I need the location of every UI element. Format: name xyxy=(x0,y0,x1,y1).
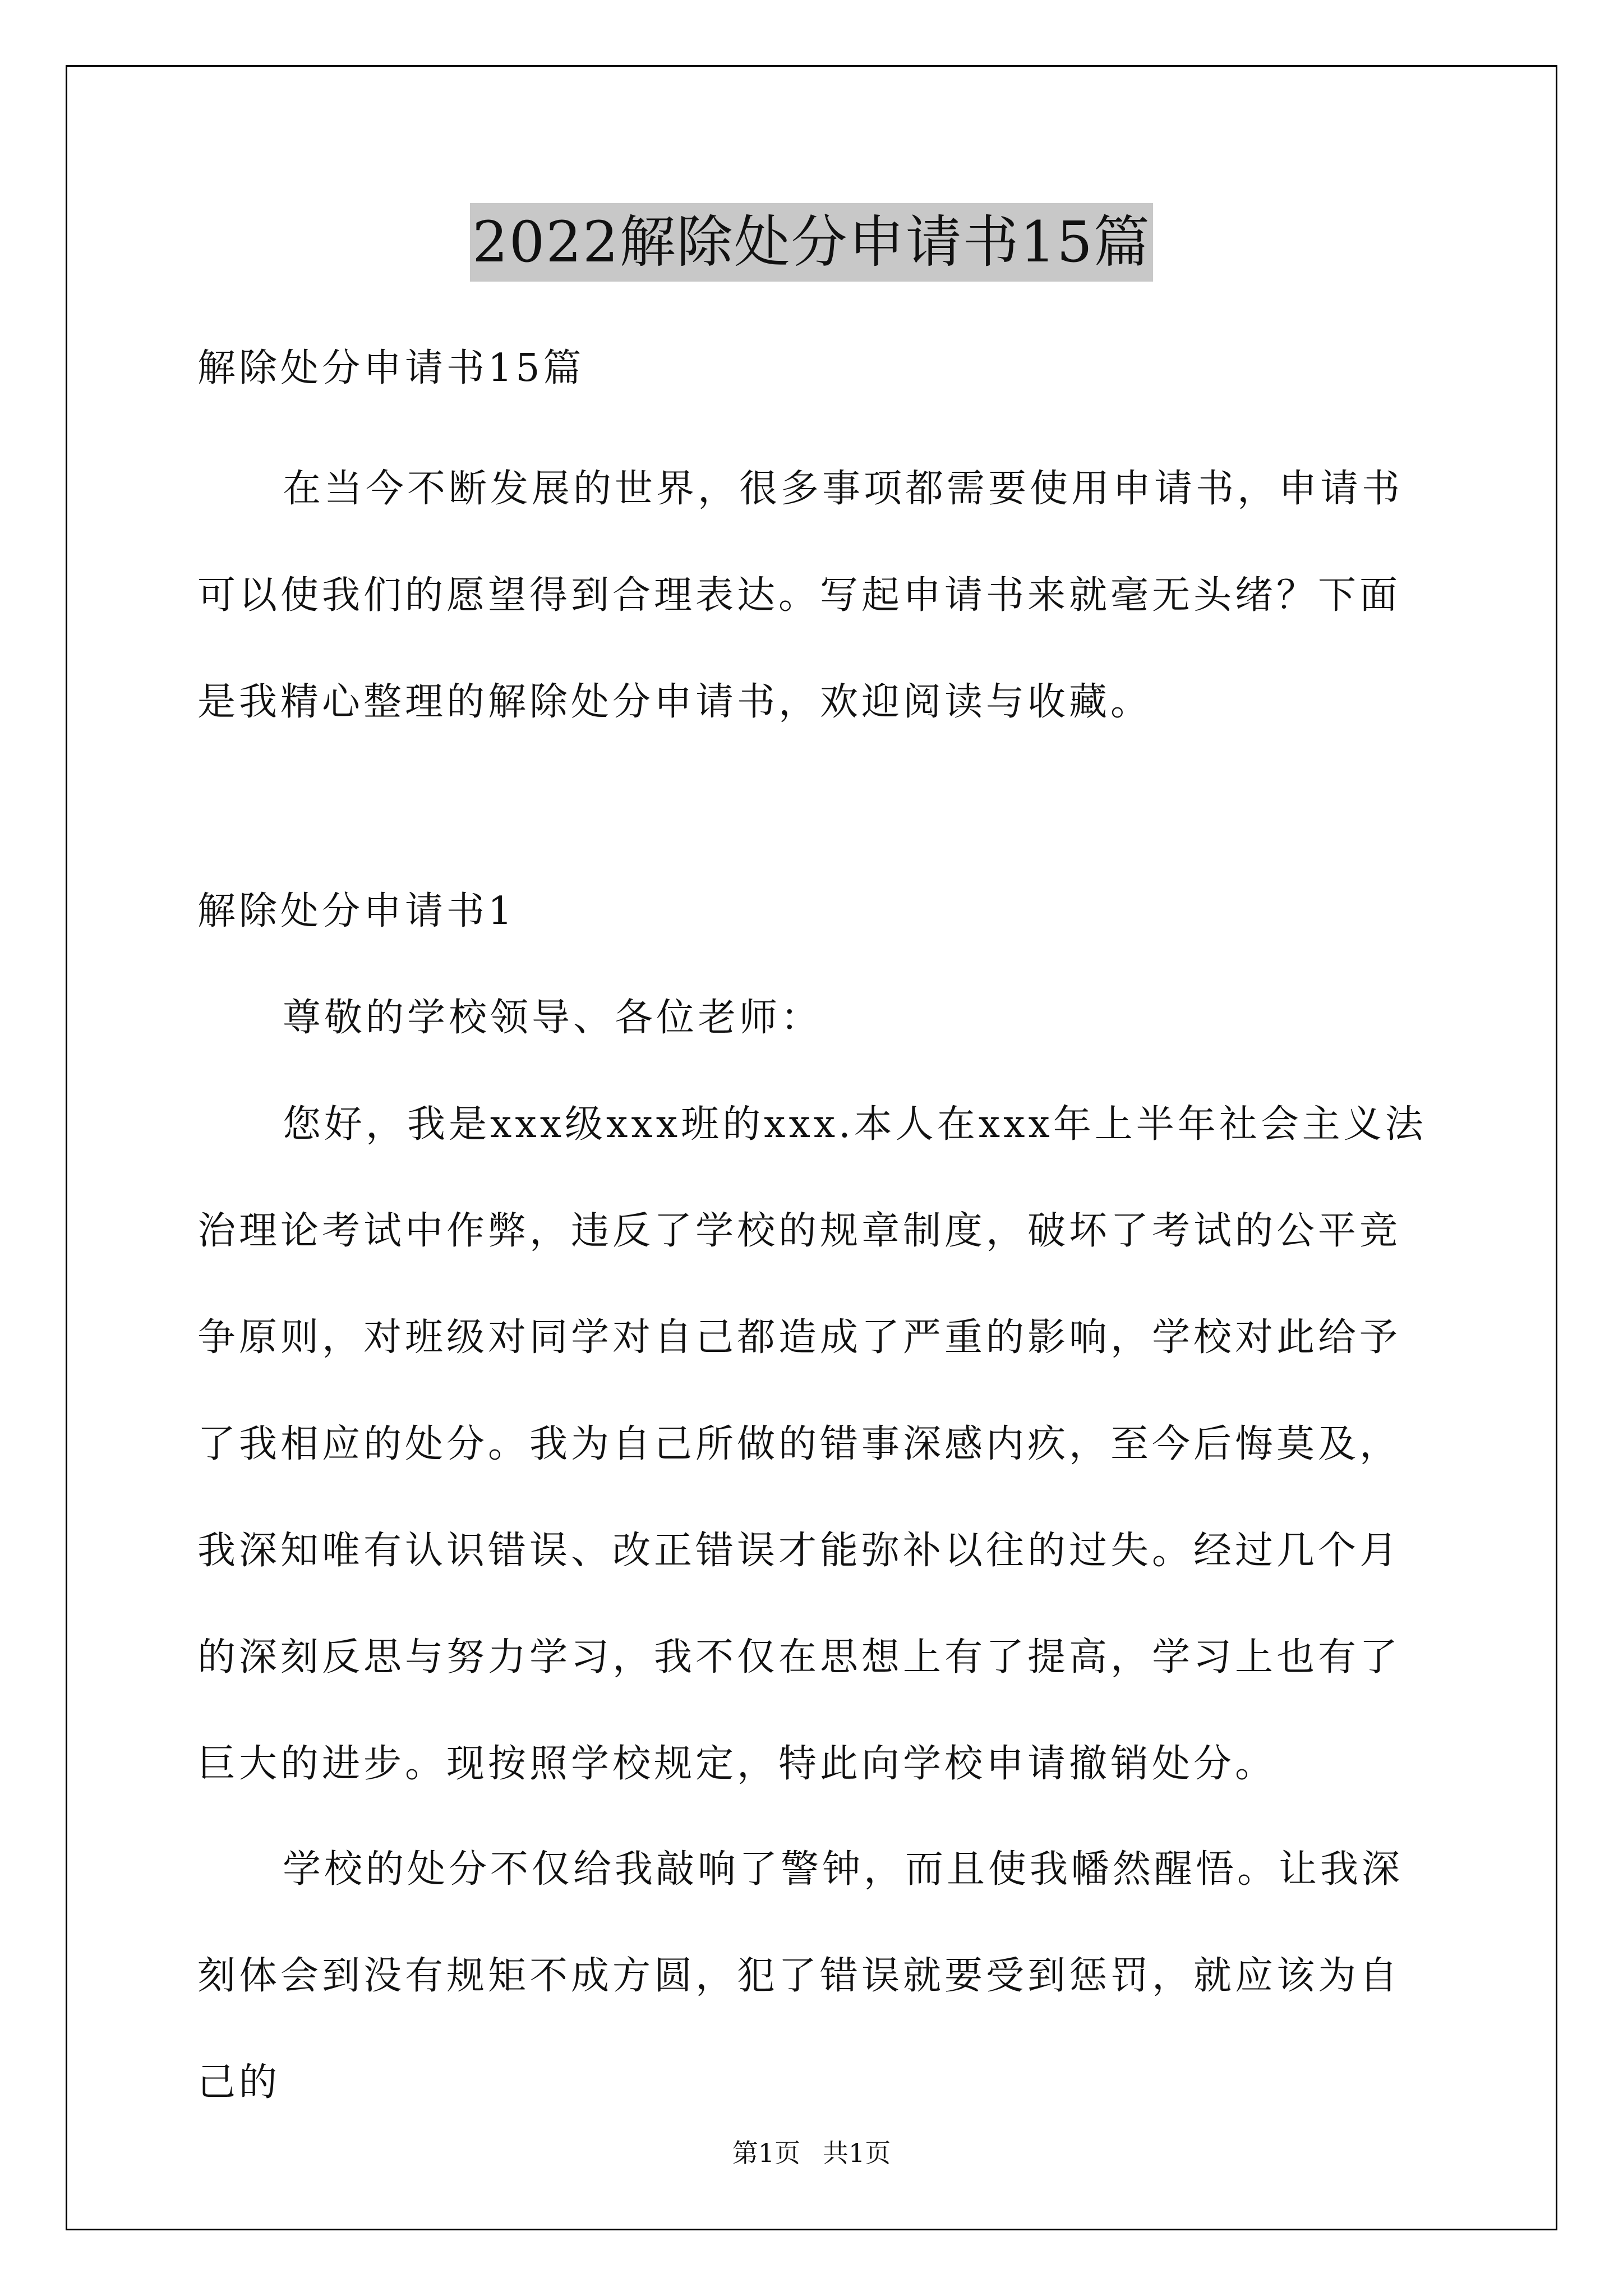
page-number: 第1页 xyxy=(732,2138,800,2168)
body-paragraph-1: 您好，我是xxx级xxx班的xxx.本人在xxx年上半年社会主义法治理论考试中作弊，违反了学校的规章制度，破坏了考试的公平竞争原则，对班级对同学对自己都造成了严重的影响，学校对此给予了我相应的处分。我为自己所做的错事深感内疚，至今后悔莫及，我深知唯有认识错误、改正错误才能弥补以往的过失。经过几个月的深刻反思与努力学习，我不仅在思想上有了提高，学习上也有了巨大的进步。现按照学校规定，特此向学校申请撤销处分。 xyxy=(197,1102,1427,1786)
page-total: 共1页 xyxy=(823,2138,891,2168)
section-heading: 解除处分申请书1 xyxy=(197,889,516,933)
document-subtitle: 解除处分申请书15篇 xyxy=(197,346,585,390)
body-paragraph-2: 学校的处分不仅给我敲响了警钟，而且使我幡然醒悟。让我深刻体会到没有规矩不成方圆，犯了错误就要受到惩罚，就应该为自己的 xyxy=(197,1847,1404,2105)
salutation: 尊敬的学校领导、各位老师： xyxy=(283,996,823,1040)
page-footer xyxy=(0,2136,1623,2170)
document-title: 2022解除处分申请书15篇 xyxy=(470,203,1153,282)
intro-paragraph: 在当今不断发展的世界，很多事项都需要使用申请书，申请书可以使我们的愿望得到合理表达。写起申请书来就毫无头绪？下面是我精心整理的解除处分申请书，欢迎阅读与收藏。 xyxy=(197,467,1404,724)
title-container xyxy=(0,203,1623,282)
